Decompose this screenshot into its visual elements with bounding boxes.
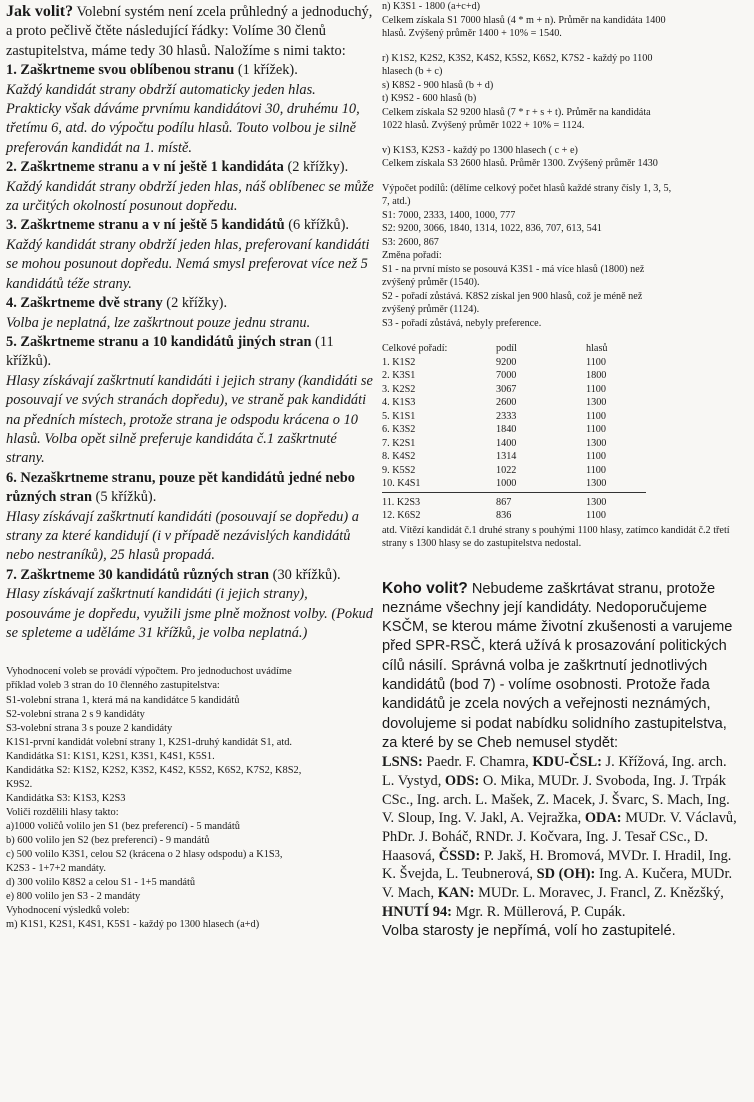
table-cell: 10. K4S1	[382, 478, 421, 489]
table-cell: 7. K2S1	[382, 437, 416, 449]
intro-paragraph	[6, 2, 374, 61]
table-row	[382, 510, 646, 524]
example-line: S2 - pořadí zůstává. K8S2 získal jen 900 hlasů, což je méně než	[382, 290, 643, 302]
example-line: S1: 7000, 2333, 1400, 1000, 777	[382, 209, 516, 221]
option-5	[6, 333, 374, 372]
example-line: n) K3S1 - 1800 (a+c+d)	[382, 1, 481, 12]
example-line: K9S2.	[6, 778, 33, 790]
table-row	[382, 397, 646, 411]
table-cell: 1100	[586, 383, 606, 395]
ranking-table	[382, 343, 646, 524]
table-cell: 3067	[496, 383, 517, 395]
table-cell: 6. K3S2	[382, 424, 416, 435]
evaluation-continued	[382, 0, 742, 330]
table-cell: 1100	[586, 424, 606, 435]
example-line: hlasů. Zvýšený průměr 1400 + 10% = 1540.	[382, 28, 562, 39]
table-row	[382, 357, 646, 371]
recommendation-heading: Koho volit?	[382, 579, 468, 597]
party-name: KDU-ČSL:	[532, 754, 602, 771]
example-line: v) K1S3, K2S3 - každý po 1300 hlasech ( c + e)	[382, 144, 578, 156]
table-cell: 1314	[496, 451, 517, 462]
table-cell: 12. K6S2	[382, 510, 421, 521]
example-line: hlasech (b + c)	[382, 66, 443, 77]
table-cell: 11. K2S3	[382, 496, 421, 508]
party-name: ČSSD:	[438, 847, 481, 864]
table-row	[382, 465, 646, 479]
table-cell: 2. K3S1	[382, 370, 416, 381]
table-row	[382, 424, 646, 438]
example-line: K1S1-první kandidát volební strany 1, K2S1-druhý kandidát S1, atd.	[6, 736, 292, 748]
option-heading: 3. Zaškrtneme stranu a v ní ještě 5 kandidátů	[6, 217, 285, 234]
closing-note: Volba starosty je nepřímá, volí ho zastupitelé.	[382, 922, 676, 939]
table-cell: 1800	[586, 370, 607, 381]
example-line: S1 - na první místo se posouvá K3S1 - má více hlasů (1800) než	[382, 263, 645, 275]
table-row	[382, 478, 646, 492]
table-cell: 5. K1S1	[382, 410, 416, 422]
example-line: Výpočet podílů: (dělíme celkový počet hlasů každé strany čísly 1, 3, 5,	[382, 182, 672, 194]
table-cell: 9200	[496, 356, 517, 368]
example-line: S2: 9200, 3066, 1840, 1314, 1022, 836, 707, 613, 541	[382, 223, 602, 234]
example-line: Kandidátka S3: K1S3, K2S3	[6, 792, 126, 804]
option-1	[6, 61, 374, 80]
table-cell: 1100	[586, 356, 606, 368]
option-body: Každý kandidát strany obdrží jeden hlas, náš oblíbenec se může za určitých okolností posunout dopředu.	[6, 178, 374, 215]
table-cell: 1300	[586, 496, 607, 508]
example-line: c) 500 volilo K3S1, celou S2 (krácena o 2 hlasy odspodu) a K1S3,	[6, 849, 283, 861]
option-count: (1 křížek).	[234, 62, 298, 79]
example-line: K2S3 - 1+7+2 mandáty.	[6, 863, 106, 875]
option-count: (2 křížky).	[162, 295, 228, 312]
option-body: Volba je neplatná, lze zaškrtnout pouze jednu stranu.	[6, 314, 311, 331]
table-cell: 1. K1S2	[382, 356, 416, 368]
table-row	[382, 451, 646, 465]
candidate-names: P. Jakš, H. Bromová, MVDr. I. Hradil, Ing. K. Švejda, L. Teubnerová,	[382, 847, 732, 883]
candidate-names: MUDr. V. Václavů, PhDr. J. Boháč, RNDr. J. Kočvara, Ing. J. Tesař CSc., D. Haasová,	[382, 810, 737, 864]
recommendation-paragraph	[382, 579, 742, 754]
candidate-list	[382, 753, 742, 921]
option-2	[6, 158, 374, 216]
option-body: Hlasy získávají zaškrtnutí kandidáti (i jejich strany), posouváme je dopředu, využili jsme plně možnost volby. (Pokud se spleteme a uděláme 31 křížků, je volba neplatná.)	[6, 586, 373, 641]
example-line: Změna pořadí:	[382, 250, 442, 261]
candidate-names: O. Mika, MUDr. J. Svoboda, Ing. J. Trpák CSc., Ing. arch. L. Mašek, Z. Macek, J. Švarc, S. Mach, Ing. V. Sloup, Ing. V. Jakl, A. Vejražka,	[382, 772, 730, 827]
example-line: t) K9S2 - 600 hlasů (b)	[382, 93, 477, 104]
recommendation-section	[382, 579, 742, 941]
example-line: příklad voleb 3 stran do 10 členného zastupitelstva:	[6, 680, 220, 692]
party-name: HNUTÍ 94:	[382, 903, 452, 920]
table-note: atd. Vítězí kandidát č.1 druhé strany s pouhými 1100 hlasy, zatímco kandidát č.2 třetí strany s 1300 hlasy se do zastupitelstva nedostal.	[382, 524, 730, 549]
example-line: Kandidátka S2: K1S2, K2S2, K3S2, K4S2, K5S2, K6S2, K7S2, K8S2,	[6, 764, 302, 776]
party-name: ODS:	[444, 772, 480, 789]
example-line: S1-volební strana 1, která má na kandidátce 5 kandidátů	[6, 694, 240, 706]
table-row	[382, 411, 646, 425]
candidate-names: J. Křížová, Ing. arch. L. Vystyd,	[382, 754, 727, 789]
candidate-names: MUDr. L. Moravec, J. Francl, Z. Knězšký,	[474, 885, 724, 902]
table-row	[382, 370, 646, 384]
example-line: Vyhodnocení voleb se provádí výpočtem. Pro jednoduchost uvádíme	[6, 666, 292, 678]
party-name: SD (OH):	[536, 866, 596, 883]
option-heading: 1. Zaškrtneme svou oblíbenou stranu	[6, 62, 235, 79]
option-count: (2 křížky).	[283, 159, 349, 176]
example-line: S2-volební strana 2 s 9 kandidáty	[6, 708, 145, 720]
example-line: S3: 2600, 867	[382, 236, 439, 248]
table-row	[382, 384, 646, 398]
table-cell: 8. K4S2	[382, 451, 416, 462]
example-line: r) K1S2, K2S2, K3S2, K4S2, K5S2, K6S2, K7S2 - každý po 1100	[382, 52, 653, 64]
party-name: KAN:	[437, 885, 475, 902]
table-cell: 1300	[586, 397, 607, 408]
candidate-names: Paedr. F. Chamra,	[422, 754, 533, 771]
example-line: e) 800 volilo jen S3 - 2 mandáty	[6, 891, 141, 903]
example-line: Kandidátka S1: K1S1, K2S1, K3S1, K4S1, K5S1.	[6, 750, 215, 762]
recommendation-text: Nebudeme zaškrtávat stranu, protože neznáme všechny její kandidáty. Nedoporučujeme KSČM, se kterou máme životní zkušenosti a varujeme před SPR-RSČ, která užívá k prosazování politických cílů násilí. Správná volba je zaškrtnutí jednotlivých kandidátů (bod 7) - volíme osobnosti. Protože řada kandidátů je zcela nových a veřejnosti neznámých, dovolujeme si podat nabídku solidního zastupitelstva, za které by se Cheb nemusel stydět:	[382, 580, 733, 751]
table-cell: 2600	[496, 397, 517, 408]
example-line: 1022 hlasů. Zvýšený průměr 1022 + 10% = 1124.	[382, 120, 585, 131]
column-header: podíl	[496, 343, 517, 354]
example-line: Vyhodnocení výsledků voleb:	[6, 905, 130, 917]
option-7	[6, 566, 374, 585]
option-heading: 4. Zaškrtneme dvě strany	[6, 295, 163, 312]
candidate-names: Mgr. R. Müllerová, P. Cupák.	[451, 903, 626, 920]
column-header: Celkové pořadí:	[382, 343, 448, 354]
table-cell: 1100	[586, 464, 606, 476]
example-line: S3-volební strana 3 s pouze 2 kandidáty	[6, 722, 173, 734]
example-line: zvýšený průměr (1540).	[382, 277, 480, 288]
example-line: b) 600 volilo jen S2 (bez preferencí) - 9 mandátů	[6, 834, 210, 846]
option-3	[6, 216, 374, 235]
example-line: m) K1S1, K2S1, K4S1, K5S1 - každý po 1300 hlasech (a+d)	[6, 919, 260, 931]
option-6	[6, 469, 374, 508]
option-4	[6, 294, 374, 313]
example-line: Celkem získala S1 7000 hlasů (4 * m + n). Průměr na kandidáta 1400	[382, 14, 666, 26]
example-line: 7, atd.)	[382, 196, 411, 207]
example-line: s) K8S2 - 900 hlasů (b + d)	[382, 79, 494, 91]
left-column	[6, 2, 374, 932]
table-cell: 1100	[586, 451, 606, 462]
table-row	[382, 438, 646, 452]
table-cell: 1100	[586, 410, 606, 422]
option-heading: 2. Zaškrtneme stranu a v ní ještě 1 kandidáta	[6, 159, 284, 176]
table-header-row	[382, 343, 646, 357]
example-line: d) 300 volilo K8S2 a celou S1 - 1+5 mandátů	[6, 877, 196, 889]
option-count: (30 křížků).	[269, 566, 341, 583]
table-cell: 4. K1S3	[382, 397, 416, 408]
option-heading: 5. Zaškrtneme stranu a 10 kandidátů jiných stran	[6, 333, 312, 350]
party-name: LSNS:	[382, 754, 423, 771]
evaluation-example	[6, 665, 374, 932]
table-cell: 1400	[496, 437, 517, 449]
table-cell: 7000	[496, 370, 517, 381]
table-cell: 1300	[586, 478, 607, 489]
table-cell: 1100	[586, 510, 606, 521]
table-cell: 836	[496, 510, 512, 521]
table-cell: 2333	[496, 410, 517, 422]
column-header: hlasů	[586, 343, 608, 354]
option-body: Hlasy získávají zaškrtnutí kandidáti i jejich strany (kandidáti se posouvají ve svých stranách dopředu), ve straně pak kandidáti na předních místech, protože strana je odspodu krácena o 10 hlasů. Volba opět silně preferuje kandidáta č.1 zaškrtnuté strany.	[6, 372, 373, 467]
intro-text: Volební systém není zcela průhledný a jednoduchý, a proto pečlivě čtěte následující řádky: Volíme 30 členů zastupitelstva, máme tedy 30 hlasů. Naložíme s nimi takto:	[6, 4, 373, 59]
table-cell: 1000	[496, 478, 517, 489]
option-body: Každý kandidát strany obdrží automaticky jeden hlas. Prakticky však dáváme prvnímu kandidátovi 30, druhému 10, třetímu 6, atd. do výpočtu podílu hlasů. Touto volbou je silně preferován kandidát na 1. místě.	[6, 81, 360, 156]
option-count: (11 křížků).	[6, 333, 334, 370]
table-cell: 867	[496, 496, 512, 508]
option-body: Hlasy získávají zaškrtnutí kandidáti (posouvají se dopředu) a strany za které kandidují (i v případě nezávislých kandidátů nebo nestraníků), 25 hlasů propadá.	[6, 508, 359, 564]
example-line: zvýšený průměr (1124).	[382, 304, 480, 315]
table-cell: 1300	[586, 437, 607, 449]
option-body: Každý kandidát strany obdrží jeden hlas, preferovaní kandidáti se mohou posunout dopředu. Nemá smysl preferovat více než 5 kandidátů téže strany.	[6, 236, 370, 292]
table-cell: 9. K5S2	[382, 464, 416, 476]
option-heading: 7. Zaškrtneme 30 kandidátů různých stran	[6, 566, 270, 583]
right-column	[382, 0, 742, 941]
table-cell: 3. K2S2	[382, 383, 416, 395]
option-count: (6 křížků).	[284, 217, 349, 234]
example-line: a)1000 voličů volilo jen S1 (bez preferencí) - 5 mandátů	[6, 820, 240, 832]
option-count: (5 křížků).	[91, 489, 157, 506]
option-heading: 6. Nezaškrtneme stranu, pouze pět kandidátů jedné nebo různých stran	[6, 469, 355, 506]
example-line: S3 - pořadí zůstává, nebyly preference.	[382, 317, 542, 329]
intro-heading: Jak volit?	[6, 3, 74, 20]
table-row	[382, 497, 646, 511]
example-line: Celkem získala S3 2600 hlasů. Průměr 1300. Zvýšený průměr 1430	[382, 158, 658, 169]
table-cell: 1840	[496, 424, 517, 435]
example-line: Voliči rozdělili hlasy takto:	[6, 806, 119, 818]
voting-instructions	[6, 2, 374, 643]
table-cell: 1022	[496, 464, 517, 476]
party-name: ODA:	[584, 810, 622, 827]
example-line: Celkem získala S2 9200 hlasů (7 * r + s + t). Průměr na kandidáta	[382, 106, 651, 118]
candidate-names: Ing. A. Kučera, MUDr. V. Mach,	[382, 866, 733, 902]
